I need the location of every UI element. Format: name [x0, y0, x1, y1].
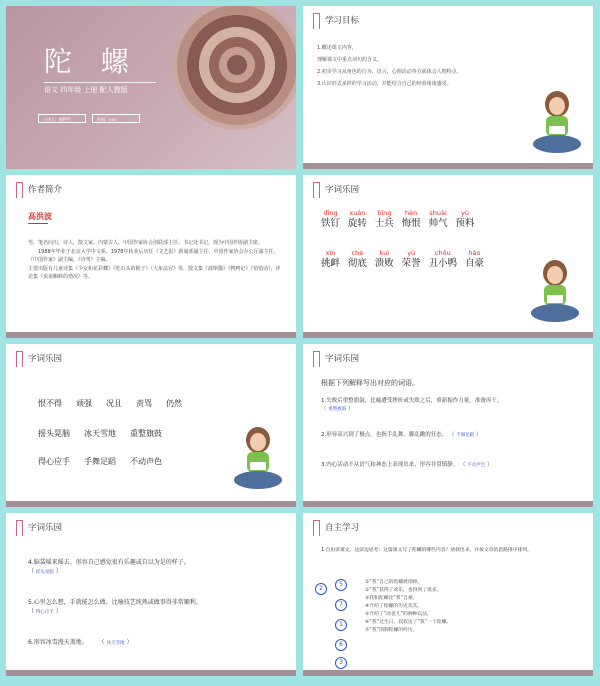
- question-text: 6.形容冰雪漫天盖地。: [28, 639, 88, 646]
- bookmark-icon: [16, 351, 23, 367]
- hanzi: 旋转: [347, 218, 367, 229]
- girl-reading-illustration: [527, 88, 587, 158]
- event-list: [365, 579, 451, 635]
- word: 仍然: [166, 399, 182, 408]
- self-study-instruction: 1.自由读课文，边读边思考：这篇课文写了陀螺的哪些内容？请找出来，并按文章的思路排序排列。: [321, 548, 532, 553]
- author-name: 高洪波: [28, 212, 52, 221]
- bottom-bar: [303, 670, 593, 676]
- hanzi: 悔恨: [401, 218, 421, 229]
- bottom-bar: [303, 501, 593, 507]
- answer: 冰天雪地: [106, 641, 125, 646]
- word-pair: [375, 209, 394, 230]
- event-item: ④介绍了陀螺的历史及其。: [365, 604, 423, 609]
- word: 顽强: [76, 399, 92, 408]
- goal-item: 2.初步学习从角色的行为、语言、心理活动等方面体会人物特点。: [317, 69, 462, 75]
- word-pair: [429, 249, 458, 270]
- order-number: 6: [335, 639, 347, 651]
- event-item: ②“我”获得了欢乐，也得到了很多。: [365, 588, 442, 593]
- question-text: 4.脑袋摇来摇去。形容自己感觉很有乐趣或自以为是的样子。: [28, 559, 190, 566]
- goal-item: 3.认识形式多样的学习活动，并能结合自己的经验谈谈感受。: [317, 81, 452, 87]
- question-4: 4.脑袋摇来摇去。形容自己感觉很有乐趣或自以为是的样子。 （ 摇头晃脑 ）: [28, 559, 190, 575]
- bottom-bar: [303, 332, 593, 338]
- word: 得心应手: [38, 457, 70, 466]
- slide-heading: 字词乐园: [28, 523, 63, 533]
- slide-heading: 自主学习: [325, 523, 360, 533]
- answer: 手舞足蹈: [456, 433, 475, 438]
- answer: 重整旗鼓: [328, 407, 347, 412]
- goal-list: [317, 42, 517, 90]
- slide-self-study[interactable]: [303, 513, 593, 676]
- order-number: 3: [335, 657, 347, 669]
- hanzi: 帅气: [428, 218, 448, 229]
- order-number: 5: [335, 579, 347, 591]
- bookmark-icon: [16, 182, 23, 198]
- goal-item: 1.概述课文内容，: [317, 45, 357, 51]
- question-5: 5.心里怎么想，手就能怎么做。比喻技艺纯熟或做事得非常顺利。 （ 得心应手 ）: [28, 599, 202, 615]
- cover-divider: [44, 82, 156, 83]
- word-pair: [402, 249, 421, 270]
- bookmark-icon: [313, 520, 320, 536]
- pinyin: háo: [468, 249, 481, 257]
- hanzi: 溃败: [374, 258, 394, 269]
- pinyin: chè: [351, 249, 364, 257]
- word-row-2: [38, 428, 176, 439]
- pinyin: xìn: [325, 249, 336, 257]
- question-1: 1.失败后重整旗鼓，比喻遭受挫折或失败之后，重新振作力量，准备再干。 （ 重整旗鼓 ）: [321, 398, 503, 412]
- word-pair: [321, 249, 340, 270]
- order-number: 7: [335, 599, 347, 611]
- cover-subtitle: 语文 四年级 上册 配人教版: [44, 86, 128, 94]
- spinning-top-image: [172, 6, 296, 130]
- hanzi: 自豪: [464, 258, 484, 269]
- word-pair: [402, 209, 421, 230]
- slide-vocab-definitions-2[interactable]: [6, 513, 296, 676]
- bookmark-icon: [313, 182, 320, 198]
- question-text: 1.失败后重整旗鼓，比喻遭受挫折或失败之后，重新振作力量，准备再干。: [321, 398, 503, 404]
- slide-learning-goals[interactable]: [303, 6, 593, 169]
- slide-cover[interactable]: [6, 6, 296, 169]
- event-item: ⑦“我”削制陀螺的经历。: [365, 628, 418, 633]
- word-pair: [455, 209, 474, 230]
- word-pair: [375, 249, 394, 270]
- word-pair: [348, 209, 367, 230]
- word-row-3: [38, 456, 176, 467]
- answer: 摇头晃脑: [35, 570, 54, 575]
- goal-item: 理解课文中重点词句的含义。: [317, 57, 383, 63]
- word-pair: [321, 209, 340, 230]
- pinyin: hèn: [405, 209, 418, 217]
- pinyin: chǒu: [434, 249, 451, 257]
- pinyin: xuán: [349, 209, 366, 217]
- hanzi: 荣誉: [401, 258, 421, 269]
- word: 不动声色: [130, 457, 162, 466]
- slide-vocab-words[interactable]: [6, 344, 296, 507]
- bookmark-icon: [313, 351, 320, 367]
- pinyin: shuài: [429, 209, 447, 217]
- cover-date: 时间：xxx: [92, 114, 140, 123]
- slide-heading: 字词乐园: [28, 354, 63, 364]
- word: 恨不得: [38, 399, 62, 408]
- cover-maker: 主讲人：酷PPT: [38, 114, 86, 123]
- event-item: ⑥“我”过生日，叔叔送了“我”一个陀螺。: [365, 620, 452, 625]
- word-row-1: [38, 398, 196, 409]
- hanzi: 挑衅: [321, 258, 341, 269]
- question-2: 2.形容高兴到了极点，也指手乱舞、脚乱跳的狂态。 （ 手舞足蹈 ）: [321, 432, 482, 438]
- word-pair: [465, 249, 484, 270]
- hanzi: 士兵: [374, 218, 394, 229]
- question-text: 2.形容高兴到了极点，也指手乱舞、脚乱跳的狂态。: [321, 432, 448, 438]
- event-item: ⑤介绍了“冰爸儿”的种种玩法。: [365, 612, 432, 617]
- question-3: 3.内心活动不从语气和神态上表现出来，形容非常镇静。 （ 不动声色 ）: [321, 462, 493, 468]
- slide-vocab-pinyin[interactable]: [303, 175, 593, 338]
- cover-title: 陀 螺: [44, 45, 139, 78]
- slide-heading: 学习目标: [325, 16, 360, 26]
- answer: 得心应手: [35, 610, 54, 615]
- author-bio: [28, 239, 283, 282]
- word: 手舞足蹈: [84, 457, 116, 466]
- word: 摇头晃脑: [38, 429, 70, 438]
- order-number: 1: [335, 619, 347, 631]
- name-underline: [28, 223, 48, 224]
- hanzi: 预料: [455, 218, 475, 229]
- pinyin: yù: [460, 209, 469, 217]
- slide-heading: 作者简介: [28, 185, 63, 195]
- pinyin-row-1: [321, 209, 479, 230]
- event-item: ③我和陀螺比“我”自豪。: [365, 596, 418, 601]
- girl-reading-illustration: [228, 424, 288, 494]
- question-text: 3.内心活动不从语气和神态上表现出来，形容非常镇静。: [321, 462, 459, 468]
- pinyin: dīng: [323, 209, 338, 217]
- pinyin: kuì: [379, 249, 390, 257]
- pinyin-row-2: [321, 249, 489, 270]
- question-text: 5.心里怎么想，手就能怎么做。比喻技艺纯熟或做事得非常顺利。: [28, 599, 202, 606]
- event-item: ①“我”自己的陀螺被削掉。: [365, 580, 423, 585]
- order-number: 2: [315, 583, 327, 595]
- word: 冰天雪地: [84, 429, 116, 438]
- bio-paragraph: 主要出版有儿童诗集《少女和花彩蝶》《吃石头的猴子》《大象法官》等，散文集《波斯猫》《鸭鸭记》《悄悄话》，评论集《说说蝌蚪的情况》等。: [28, 265, 281, 281]
- bottom-bar: [6, 332, 296, 338]
- word-pair: [348, 249, 367, 270]
- answer: 不动声色: [467, 463, 486, 468]
- girl-reading-illustration: [525, 257, 585, 327]
- bottom-bar: [6, 501, 296, 507]
- pinyin: yù: [407, 249, 416, 257]
- bottom-bar: [303, 163, 593, 169]
- word-pair: [429, 209, 448, 230]
- slide-heading: 字词乐园: [325, 354, 360, 364]
- bio-paragraph: 1988年毕业于北京大学中文系。1978年转业后历任《文艺报》新闻部副主任，中国作家协会办公厅副主任，《中国作家》副主编，《诗刊》主编。: [28, 248, 279, 264]
- bottom-bar: [6, 670, 296, 676]
- slide-heading: 字词乐园: [325, 185, 360, 195]
- instruction: 根据下列解释写出对应的词语。: [321, 379, 419, 387]
- word: 责骂: [136, 399, 152, 408]
- hanzi: 铁钉: [321, 218, 341, 229]
- bookmark-icon: [313, 13, 320, 29]
- word: 况且: [106, 399, 122, 408]
- question-6: 6.形容冰雪漫天盖地。 （ 冰天雪地 ）: [28, 639, 133, 646]
- bookmark-icon: [16, 520, 23, 536]
- hanzi: 丑小鸭: [428, 258, 458, 269]
- bio-paragraph: 男，笔名向川，诗人，散文家。内蒙古人。中国作家协会创联部主任、书记处书记，现为中国作协副主席。: [28, 240, 264, 246]
- pinyin: bīng: [377, 209, 392, 217]
- hanzi: 彻底: [347, 258, 367, 269]
- slide-vocab-definitions[interactable]: [303, 344, 593, 507]
- slide-author[interactable]: [6, 175, 296, 338]
- word: 重整旗鼓: [130, 429, 162, 438]
